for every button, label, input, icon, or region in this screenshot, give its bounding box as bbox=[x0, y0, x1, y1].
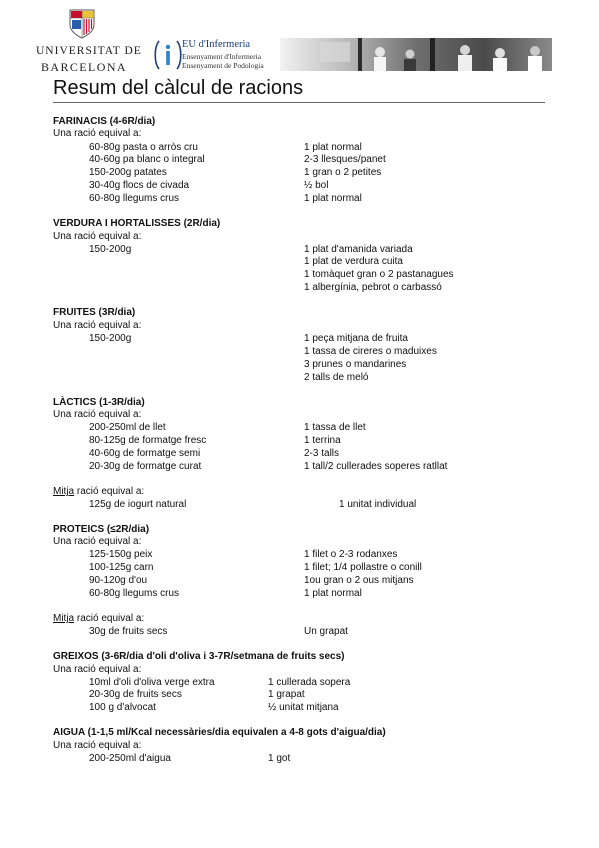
section-intro: Una ració equival a: bbox=[53, 664, 142, 675]
portion-item: 125g de iogurt natural bbox=[89, 499, 187, 510]
section-heading-proteics: PROTEICS (≤2R/dia) bbox=[53, 524, 150, 535]
portion-equivalent: ½ unitat mitjana bbox=[268, 702, 339, 713]
portion-item: 10ml d'oli d'oliva verge extra bbox=[89, 677, 215, 688]
section-intro: Una ració equival a: bbox=[53, 409, 142, 420]
section-intro: Una ració equival a: bbox=[53, 320, 142, 331]
portion-equivalent: 1 tomàquet gran o 2 pastanagues bbox=[304, 269, 454, 280]
portion-item: 20-30g de formatge curat bbox=[89, 461, 202, 472]
portion-item: 60-80g pasta o arròs cru bbox=[89, 142, 198, 153]
portion-equivalent: 1 tassa de llet bbox=[304, 422, 366, 433]
half-word: Mitja bbox=[53, 613, 75, 624]
portion-equivalent: 1 plat de verdura cuita bbox=[304, 256, 403, 267]
portion-equivalent: Un grapat bbox=[304, 626, 348, 637]
portion-item: 150-200g bbox=[89, 244, 132, 255]
portion-equivalent: 2 talls de meló bbox=[304, 372, 369, 383]
university-name-line1: UNIVERSITAT DE bbox=[36, 45, 142, 57]
portion-equivalent: 1 albergínia, pebrot o carbassó bbox=[304, 282, 442, 293]
section-intro: Una ració equival a: bbox=[53, 231, 142, 242]
portion-equivalent: 1 cullerada sopera bbox=[268, 677, 351, 688]
portion-equivalent: 1 unitat individual bbox=[339, 499, 417, 510]
half-intro-rest: ració equival a: bbox=[74, 613, 145, 624]
portion-equivalent: 1 plat normal bbox=[304, 193, 362, 204]
portion-item: 60-80g llegums crus bbox=[89, 193, 180, 204]
university-name-line2: BARCELONA bbox=[41, 60, 127, 74]
portion-equivalent: 1 plat normal bbox=[304, 588, 362, 599]
portion-equivalent: 1 plat d'amanida variada bbox=[304, 244, 413, 255]
portion-equivalent: 1 filet; 1/4 pollastre o conill bbox=[304, 562, 422, 573]
portion-equivalent: 2-3 talls bbox=[304, 448, 340, 459]
portion-item: 80-125g de formatge fresc bbox=[89, 435, 207, 446]
portion-item: 40-60g pa blanc o integral bbox=[89, 154, 205, 165]
portion-equivalent: 1 grapat bbox=[268, 689, 305, 700]
portion-item: 100 g d'alvocat bbox=[89, 702, 156, 713]
half-portion-intro bbox=[53, 613, 144, 625]
portion-item: 200-250ml de llet bbox=[89, 422, 166, 433]
portion-equivalent: 1 tassa de cireres o maduixes bbox=[304, 346, 437, 357]
page-title: Resum del càlcul de racions bbox=[53, 77, 304, 99]
portion-item: 100-125g carn bbox=[89, 562, 154, 573]
portion-item: 60-80g llegums crus bbox=[89, 588, 180, 599]
portion-item: 90-120g d'ou bbox=[89, 575, 148, 586]
portion-equivalent: 1 tall/2 cullerades soperes ratllat bbox=[304, 461, 448, 472]
section-intro: Una ració equival a: bbox=[53, 536, 142, 547]
portion-equivalent: ½ bol bbox=[304, 180, 329, 191]
section-heading-lactics: LÀCTICS (1-3R/dia) bbox=[53, 397, 145, 408]
portion-item: 125-150g peix bbox=[89, 549, 153, 560]
portion-equivalent: 1 got bbox=[268, 753, 291, 764]
portion-equivalent: 1 gran o 2 petites bbox=[304, 167, 382, 178]
portion-equivalent: 1 plat normal bbox=[304, 142, 362, 153]
school-name: EU d'Infermeria bbox=[182, 39, 251, 50]
portion-item: 150-200g patates bbox=[89, 167, 167, 178]
portion-equivalent: 1 filet o 2-3 rodanxes bbox=[304, 549, 398, 560]
portion-item: 30g de fruits secs bbox=[89, 626, 168, 637]
section-intro: Una ració equival a: bbox=[53, 128, 142, 139]
portion-item: 150-200g bbox=[89, 333, 132, 344]
portion-equivalent: 1 peça mitjana de fruita bbox=[304, 333, 408, 344]
portion-equivalent: 1ou gran o 2 ous mitjans bbox=[304, 575, 414, 586]
portion-equivalent: 1 terrina bbox=[304, 435, 341, 446]
portion-item: 30-40g flocs de civada bbox=[89, 180, 190, 191]
half-word: Mitja bbox=[53, 486, 75, 497]
half-intro-rest: ració equival a: bbox=[74, 486, 145, 497]
portion-equivalent: 3 prunes o mandarines bbox=[304, 359, 407, 370]
half-portion-intro bbox=[53, 486, 144, 498]
section-heading-farinacis: FARINACIS (4-6R/dia) bbox=[53, 116, 156, 127]
school-subtitle-1: Ensenyament d'Infermeria bbox=[182, 52, 262, 61]
section-heading-greixos: GREIXOS (3-6R/dia d'oli d'oliva i 3-7R/setmana de fruits secs) bbox=[53, 651, 345, 662]
section-intro: Una ració equival a: bbox=[53, 740, 142, 751]
section-heading-fruites: FRUITES (3R/dia) bbox=[53, 307, 136, 318]
portion-equivalent: 2-3 llesques/panet bbox=[304, 154, 386, 165]
portion-item: 200-250ml d'aigua bbox=[89, 753, 171, 764]
portion-item: 40-60g de formatge semi bbox=[89, 448, 201, 459]
school-subtitle-2: Ensenyament de Podologia bbox=[182, 61, 264, 70]
section-heading-aigua: AIGUA (1-1,5 ml/Kcal necessàries/dia equivalen a 4-8 gots d'aigua/dia) bbox=[53, 727, 386, 738]
portion-item: 20-30g de fruits secs bbox=[89, 689, 182, 700]
section-heading-verdura: VERDURA I HORTALISSES (2R/dia) bbox=[53, 218, 221, 229]
